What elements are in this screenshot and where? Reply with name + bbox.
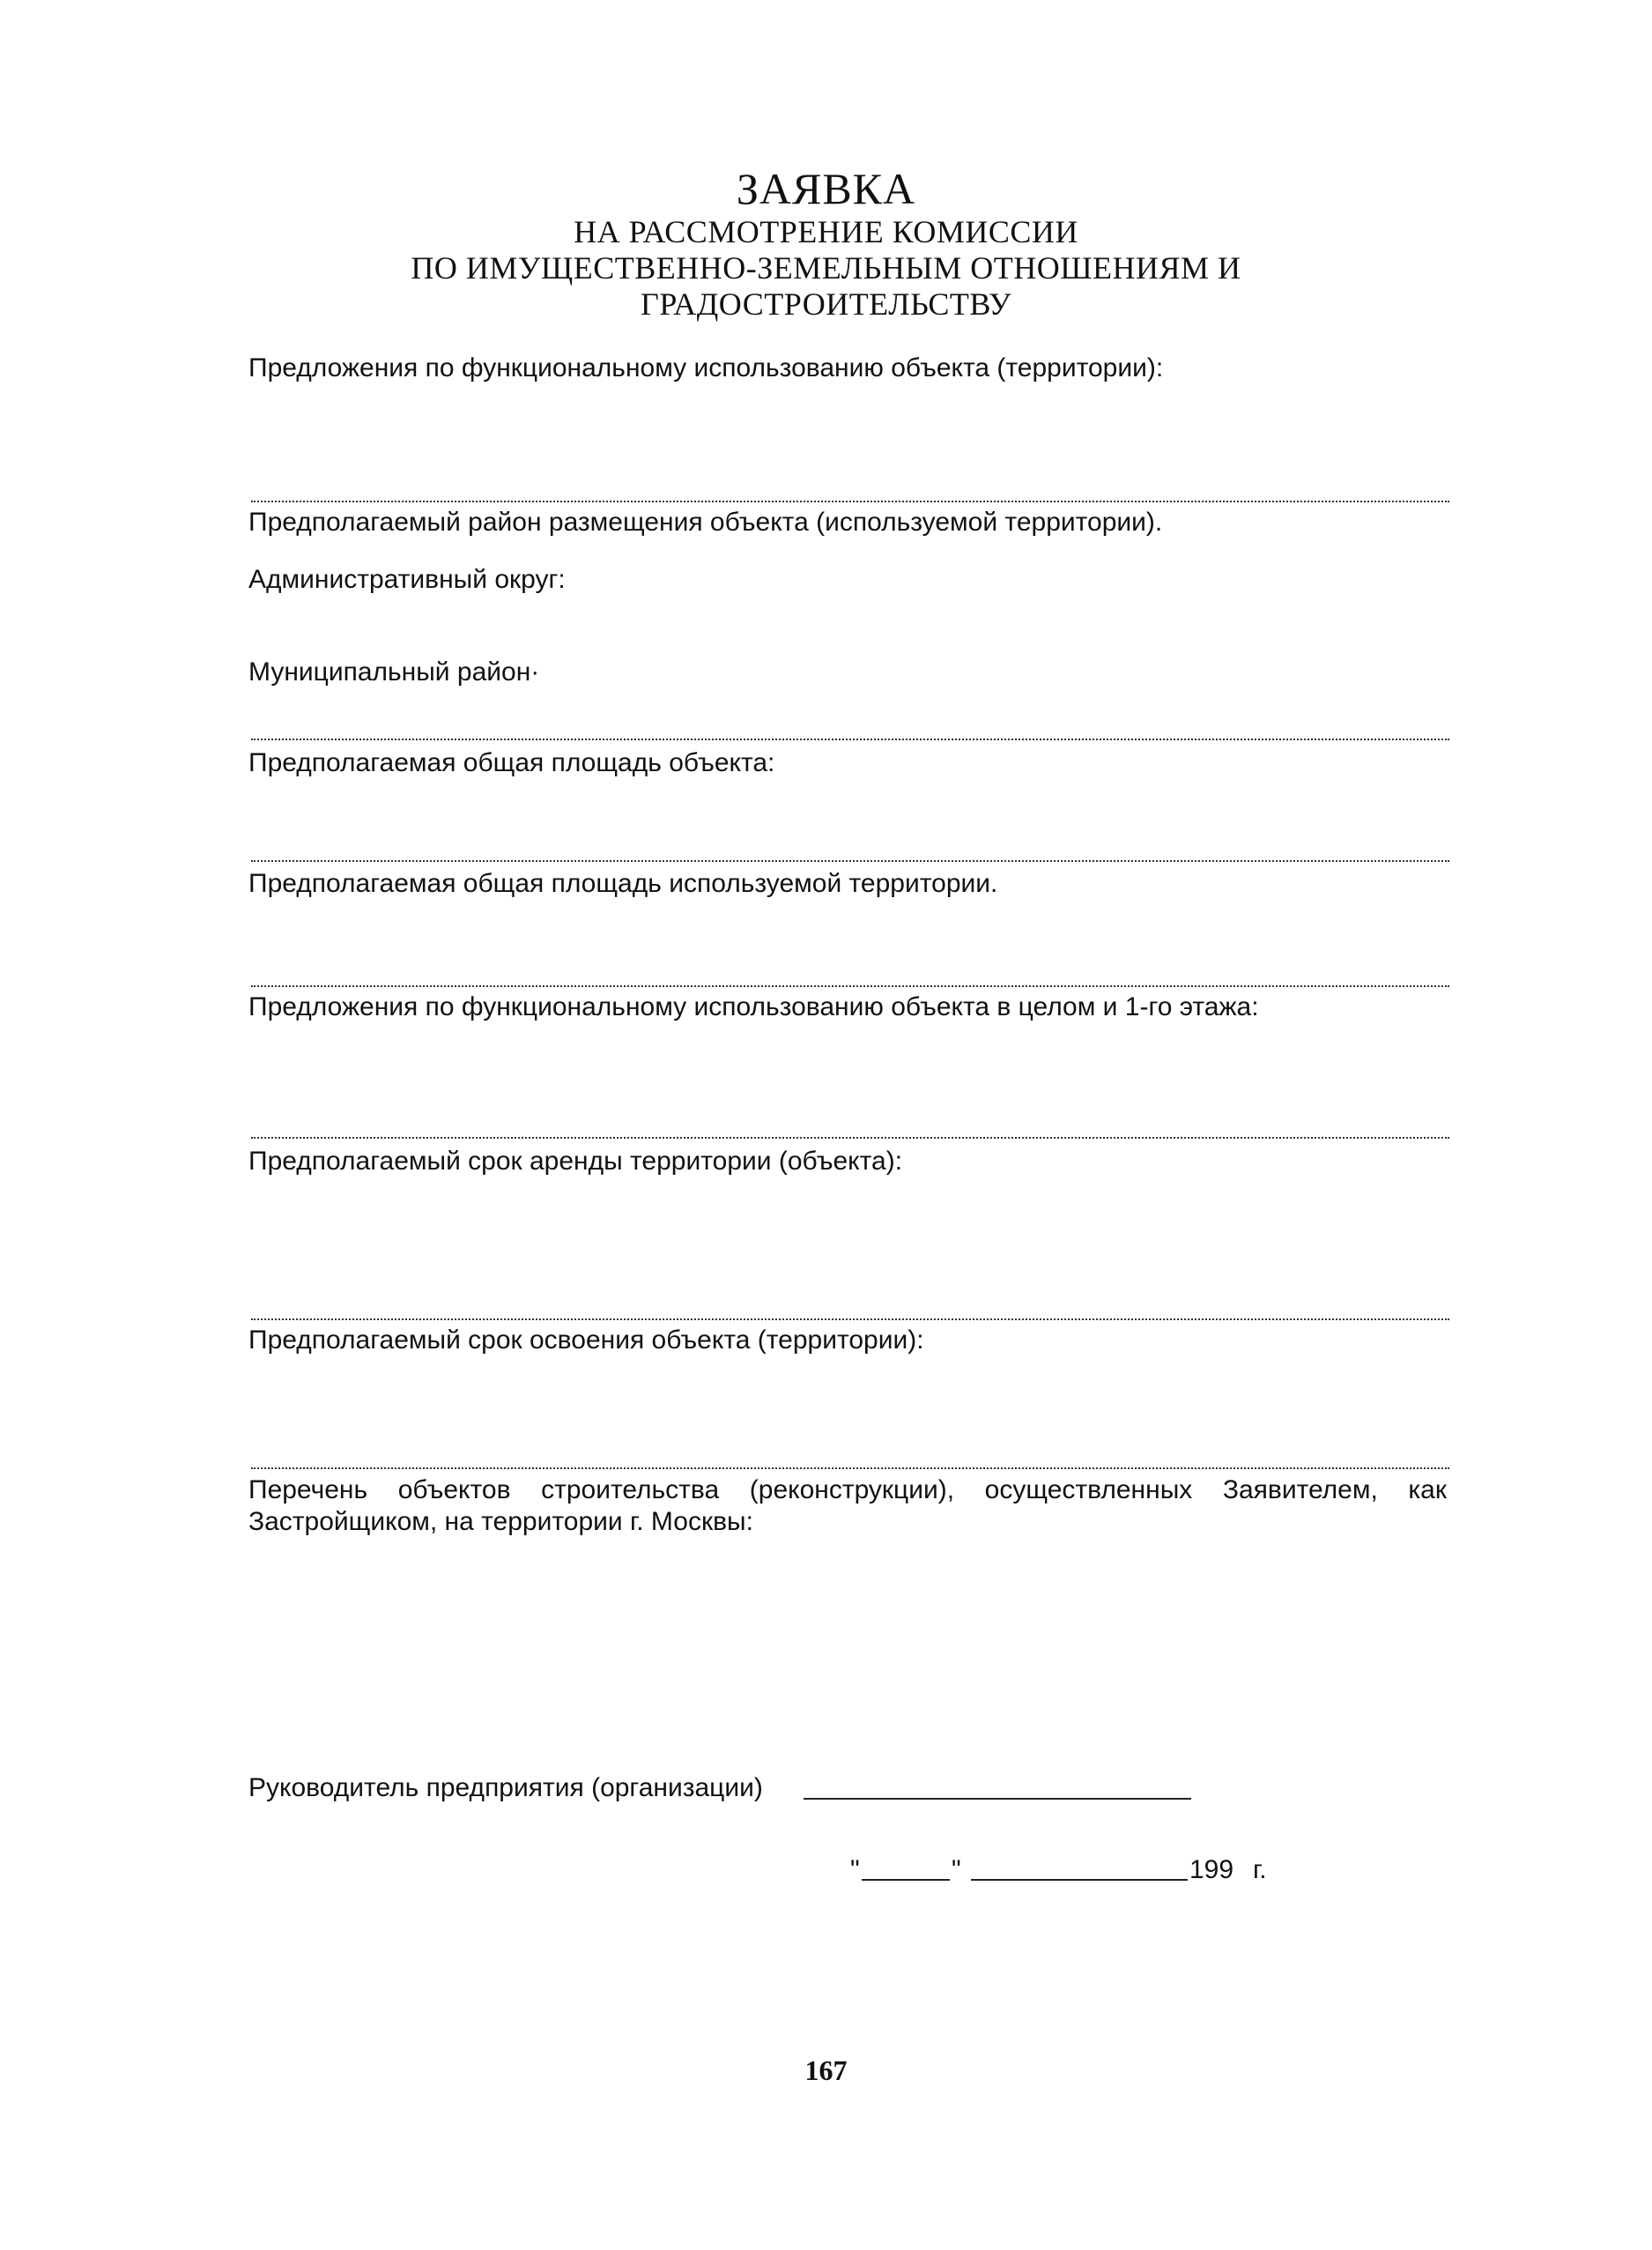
signature-label: Руководитель предприятия (организации) <box>248 1773 763 1802</box>
field-construction-list-label: Перечень объектов строительства (реконструкции), осуществленных Заявителем, как Застройщиком, на территории г. Москвы: <box>248 1475 1447 1536</box>
field-development-term-label: Предполагаемый срок освоения объекта (территории): <box>248 1325 924 1355</box>
date-day-line[interactable] <box>862 1879 950 1881</box>
page-number: 167 <box>804 2054 848 2086</box>
field-municipal-district-label: Муниципальный район· <box>248 657 540 687</box>
field-functional-use-line[interactable] <box>251 501 1449 502</box>
field-development-term-line[interactable] <box>251 1467 1449 1469</box>
field-functional-use-floor-line[interactable] <box>251 1137 1449 1139</box>
field-location-label: Предполагаемый район размещения объекта (используемой территории). <box>248 508 1163 537</box>
subtitle-line-2: ПО ИМУЩЕСТВЕННО-ЗЕМЕЛЬНЫМ ОТНОШЕНИЯМ И <box>411 250 1241 286</box>
field-lease-term-line[interactable] <box>251 1318 1449 1320</box>
date-month-line[interactable] <box>971 1879 1188 1881</box>
date-suffix: г. <box>1253 1855 1267 1884</box>
date-year: 199 <box>1189 1855 1234 1884</box>
subtitle-line-3: ГРАДОСТРОИТЕЛЬСТВУ <box>641 286 1011 322</box>
field-territory-area-line[interactable] <box>251 985 1449 987</box>
field-functional-use-floor-label: Предложения по функциональному использованию объекта в целом и 1-го этажа: <box>248 992 1259 1021</box>
field-object-area-line[interactable] <box>251 860 1449 862</box>
document-title-block <box>0 163 1652 323</box>
field-municipal-district-line[interactable] <box>251 739 1449 740</box>
date-open-quote: " <box>850 1855 860 1884</box>
date-close-quote: " <box>952 1855 961 1884</box>
signature-line[interactable] <box>804 1798 1191 1800</box>
document-title: ЗАЯВКА <box>736 164 916 213</box>
field-admin-district-label: Административный округ: <box>248 565 566 594</box>
field-object-area-label: Предполагаемая общая площадь объекта: <box>248 748 775 777</box>
field-lease-term-label: Предполагаемый срок аренды территории (объекта): <box>248 1147 903 1176</box>
field-functional-use-label: Предложения по функциональному использованию объекта (территории): <box>248 353 1164 382</box>
subtitle-line-1: НА РАССМОТРЕНИЕ КОМИССИИ <box>574 214 1078 249</box>
field-territory-area-label: Предполагаемая общая площадь используемой территории. <box>248 869 998 898</box>
